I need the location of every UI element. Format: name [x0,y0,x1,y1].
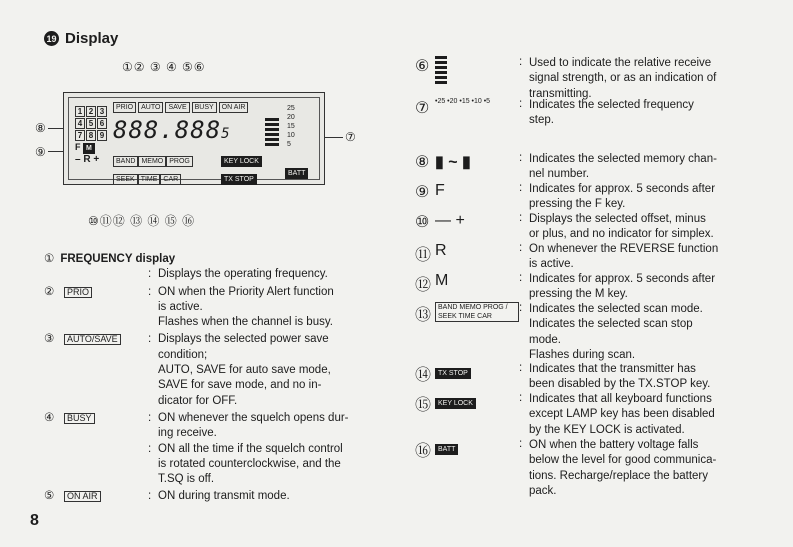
m-indicator: M [83,143,95,154]
left-callout-8: ⑧ [35,121,47,135]
offset-indicator: – R + [75,154,100,165]
busy-label: BUSY [64,413,95,424]
signal-bar-icon [435,56,447,86]
prio-label: PRIO [64,287,92,298]
left-description-list: ① FREQUENCY display : Displays the operating frequency. ② PRIO : ON when the Priority Alert function is active. Flashes when the channel is busy. ③ AUTO/SAVE : Displays the selected power save condition; AUTO, SAVE for auto save mode, SAVE for save mode, and no in- dicator for OFF. ④ BUSY : ON whenever the squelch opens dur- ing receive. : ON all the time if the squelch control is rotated counterclockwise, and the T.SQ is off. ⑤ ON AIR : ON during transmit mode. [44,253,349,503]
txstop-label: TX STOP [435,368,471,379]
section-heading [44,30,118,47]
section-number: 19 [44,31,59,46]
page-number: 8 [30,512,39,529]
auto-indicator: AUTO [138,102,163,113]
frequency-display: 888.8885 [113,116,231,144]
on-air-label: ON AIR [64,491,101,502]
memory-channel-digits: 1 2 3 4 5 6 7 8 9 F M – R + [75,106,107,165]
signal-strength-bar [265,118,279,148]
frequency-step-list: 25 20 15 10 5 [287,105,295,148]
status-boxes [113,102,248,113]
prio-indicator: PRIO [113,102,136,113]
lcd-diagram [63,92,325,185]
step-list-label: •25 •20 •15 •10 •5 [435,98,491,105]
bottom-callouts: ⑩⑪⑫ ⑬ ⑭ ⑮ ⑯ [88,214,196,228]
frequency-display-label: FREQUENCY display [60,253,176,265]
memory-digit-label: ▮ ~ ▮ [435,154,471,171]
keylock-label: KEY LOCK [435,398,476,409]
left-callout-9: ⑨ [35,145,47,159]
lock-stop-indicators [221,150,262,186]
scan-mode-indicators: BAND MEMO PROG SEEK TIME CAR [113,150,193,186]
top-callouts: ①② ③ ④ ⑤⑥ [122,60,206,74]
right-callout-7: ⑦ [345,130,357,144]
scan-mode-label: BAND MEMO PROG / SEEK TIME CAR [435,302,519,322]
section-title: Display [65,30,119,47]
busy-indicator: BUSY [192,102,217,113]
keylock-indicator: KEY LOCK [221,156,262,167]
auto-save-label: AUTO/SAVE [64,334,121,345]
save-indicator: SAVE [165,102,189,113]
txstop-indicator: TX STOP [221,174,257,185]
batt-indicator: BATT [285,168,308,179]
batt-label: BATT [435,444,458,455]
f-indicator: F [75,142,81,152]
on-air-indicator: ON AIR [219,102,249,113]
